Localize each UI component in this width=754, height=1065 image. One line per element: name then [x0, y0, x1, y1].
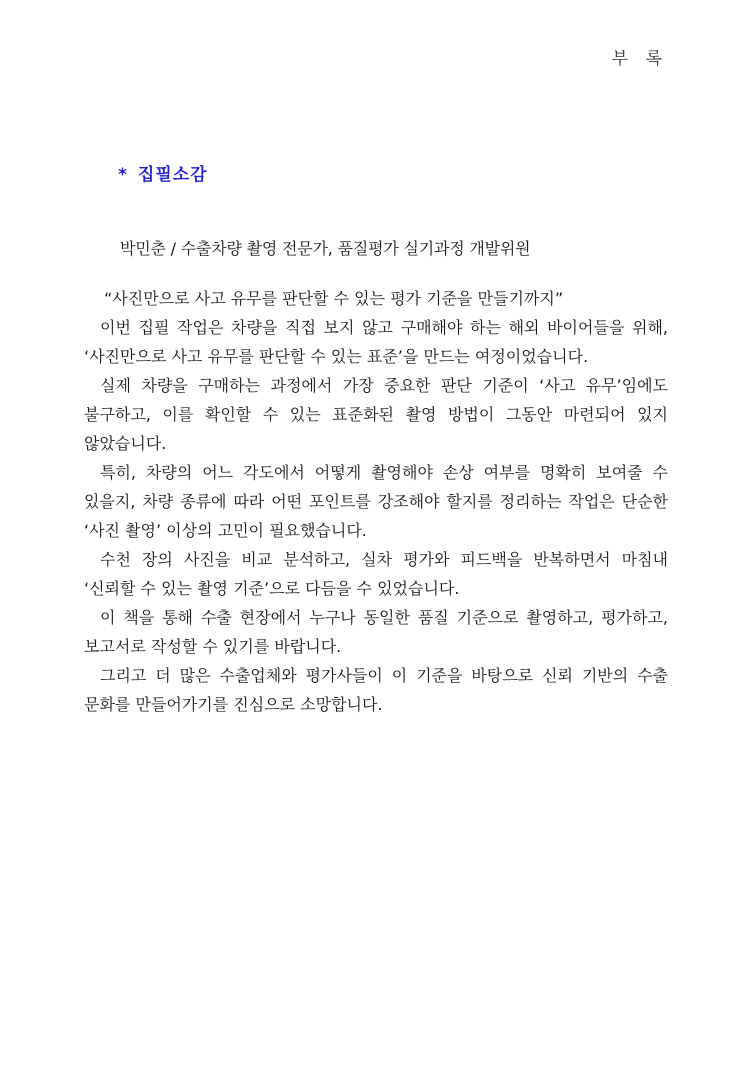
author-byline: 박민춘 / 수출차량 촬영 전문가, 품질평가 실기과정 개발위원: [120, 239, 531, 258]
paragraph: 이 책을 통해 수출 현장에서 누구나 동일한 품질 기준으로 촬영하고, 평가하고, 보고서로 작성할 수 있기를 바랍니다.: [84, 608, 668, 656]
paragraph: 그리고 더 많은 수출업체와 평가사들이 이 기준을 바탕으로 신뢰 기반의 수출 문화를 만들어가기를 진심으로 소망합니다.: [84, 666, 668, 714]
paragraph: 이번 집필 작업은 차량을 직접 보지 않고 구매해야 하는 해외 바이어들을 위해, ‘사진만으로 사고 유무를 판단할 수 있는 표준’을 만드는 여정이었습니다.: [84, 318, 668, 366]
body-text: [84, 284, 668, 719]
quote-heading: “사진만으로 사고 유무를 판단할 수 있는 평가 기준을 만들기까지”: [104, 289, 564, 308]
appendix-header-label: 부 록: [611, 49, 668, 69]
section-title: [118, 160, 208, 185]
paragraph: 특히, 차량의 어느 각도에서 어떻게 촬영해야 손상 여부를 명확히 보여줄 수 있을지, 차량 종류에 따라 어떤 포인트를 강조해야 할지를 정리하는 작업은 단순한 ‘사진 촬영’ 이상의 고민이 필요했습니다.: [84, 463, 668, 540]
section-title-text: 집필소감: [137, 165, 208, 185]
paragraph: 실제 차량을 구매하는 과정에서 가장 중요한 판단 기준이 ‘사고 유무’임에도 불구하고, 이를 확인할 수 있는 표준화된 촬영 방법이 그동안 마련되어 있지 않았습니다.: [84, 376, 668, 453]
paragraph: 수천 장의 사진을 비교 분석하고, 실차 평가와 피드백을 반복하면서 마침내 ‘신뢰할 수 있는 촬영 기준’으로 다듬을 수 있었습니다.: [84, 550, 668, 598]
asterisk-bullet: *: [118, 165, 128, 185]
